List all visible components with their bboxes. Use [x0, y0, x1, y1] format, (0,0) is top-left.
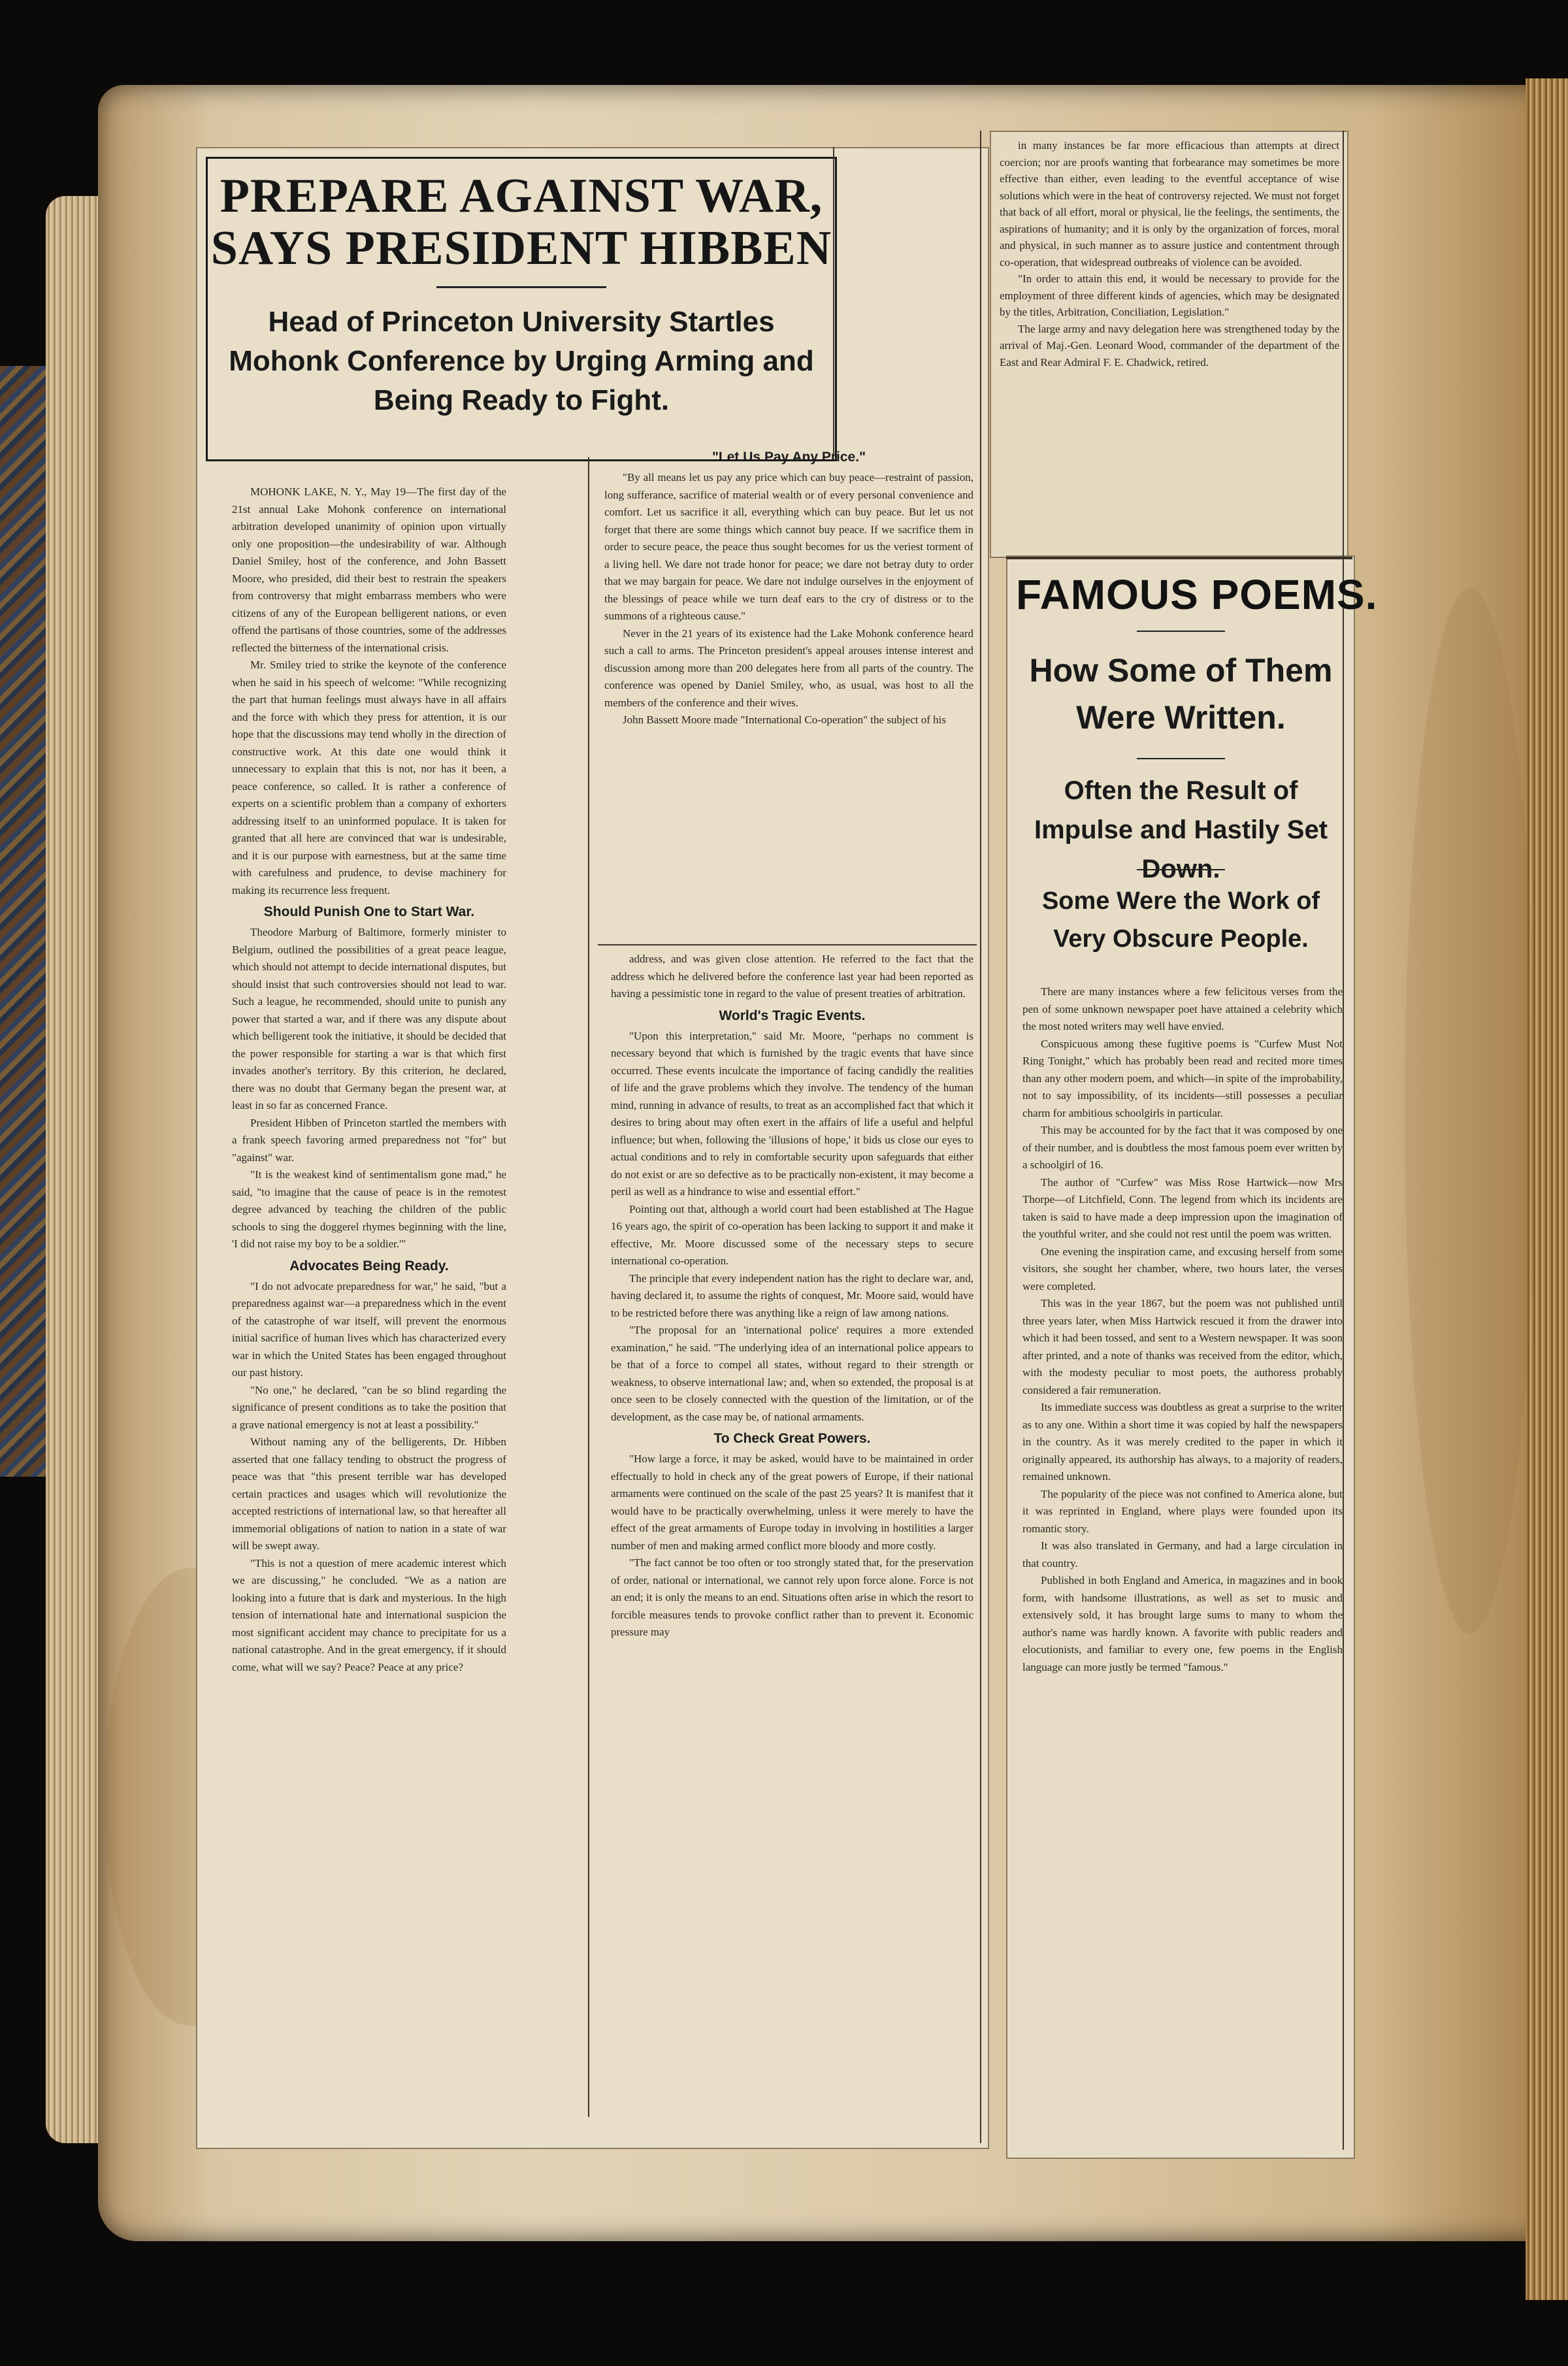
article-column-4	[1000, 137, 1339, 552]
article-paragraph: address, and was given close attention. He referred to the fact that the address which he delivered before the conference last year had been reported as having a pessimistic tone in regard to the value of present treaties of arbitration.	[611, 953, 973, 1000]
column-rule	[1343, 131, 1344, 2150]
article-paragraph: "This is not a question of mere academic interest which we are discussing," he concluded. "We as a nation are looking into a future that is dark and mysterious. In the high tension of international hate and international suspicion the most significant accident may chance to precipitate for us a national catastrophe. And in the great emergency, if it should come, what will we say? Peace? Peace at any price?	[232, 1556, 506, 1673]
subheading: World's Tragic Events.	[719, 1008, 866, 1023]
article-paragraph: "It is the weakest kind of sentimentalism gone mad," he said, "to imagine that the cause of peace is in the remotest degree advanced by teaching the children of the public schools to sing the doggerel rhymes beginning with the line, 'I did not raise my boy to be a soldier.'"	[232, 1168, 506, 1250]
article-paragraph: MOHONK LAKE, N. Y., May 19—The first day of the 21st annual Lake Mohonk conference on international arbitration developed unanimity of opinion upon virtually only one proposition—the undesirability of war. Although Daniel Smiley, host of the conference, and John Bassett Moore, who presided, did their best to restrain the speakers from controversy that might embarrass members who were citizens of any of the European belligerent nations, or even offend the partisans of those countries, some of the addresses reflected the bitterness of the international crisis.	[232, 485, 506, 654]
headline-box	[206, 157, 837, 461]
article-paragraph: "I do not advocate preparedness for war," he said, "but a preparedness against war—a preparedness which in the event of the catastrophe of war itself, will prevent the enormous initial sacrifice of human lives which has characterized every war in which the United States has been engaged throughout our past history.	[232, 1279, 506, 1379]
header-rule	[1137, 758, 1225, 759]
column-rule	[833, 147, 834, 454]
article-paragraph: President Hibben of Princeton startled the members with a frank speech favoring armed preparedness not "for" but "against" war.	[232, 1116, 506, 1164]
section-rule	[598, 944, 977, 945]
article-paragraph: "The proposal for an 'international police' requires a more extended examination," he said. "The underlying idea of an international police appears to be that of a force to compel all states, without regard to their strength or weakness, to observe international law; and, when so extended, the proposal is at once seen to be closely connected with the question of the limitation, or of the development, as the case may be, of national armaments.	[611, 1324, 973, 1423]
article-paragraph: The popularity of the piece was not confined to America alone, but it was reprinted in England, where plays were founded upon its romantic story.	[1022, 1487, 1343, 1535]
article-paragraph: It was also translated in Germany, and had a large circulation in that country.	[1022, 1539, 1343, 1569]
article-column-1	[232, 484, 506, 2117]
famous-poems-subtitle-2: Often the Result of Impulse and Hastily Set Down.	[1034, 776, 1328, 883]
article-paragraph: John Bassett Moore made "International Co-operation" the subject of his	[623, 714, 946, 726]
article-paragraph: "The fact cannot be too often or too strongly stated that, for the preservation of order, national or international, we cannot rely upon force alone. Force is not an end; it is only the means to an end. Situations often arise in which the resort to forcible measures tends to provoke conflict rather than to prevent it. Economic pressure may	[611, 1556, 973, 1638]
article-paragraph: Its immediate success was doubtless as great a surprise to the writer as to any one. Within a short time it was copied by half the newspapers in the country. As it was merely credited to the paper in which it originally appeared, its authorship has always, to a majority of readers, remained unknown.	[1022, 1401, 1343, 1483]
article-paragraph: in many instances be far more efficacious than attempts at direct coercion; nor are proofs wanting that forbearance may sometimes be more effective than either, even leading to the eventful acceptance of wise solutions which were in the heat of controversy rejected. We must not forget that back of all effort, moral or physical, lie the feelings, the sentiments, the aspirations of humanity; and it is only by the organization of forces, moral and physical, in such manner as to assure justice and contentment through co-operation, that widespread outbreaks of violence can be avoided.	[1000, 139, 1339, 269]
article-paragraph: There are many instances where a few felicitous verses from the pen of some unknown newspaper poet have attained a celebrity which the most noted writers may well have envied.	[1022, 985, 1343, 1032]
article-paragraph: One evening the inspiration came, and excusing herself from some visitors, she sought her chamber, where, two hours later, the verses were completed.	[1022, 1245, 1343, 1292]
subheading: Should Punish One to Start War.	[263, 904, 475, 919]
article-paragraph: "Upon this interpretation," said Mr. Moore, "perhaps no comment is necessary beyond that which is furnished by the tragic events that have since occurred. These events inculcate the importance of facing candidly the realities of life and the grave problems which they involve. The tendency of the human mind, running in advance of results, to treat as an accomplished fact that which it desires to bring about may often exert in the affairs of life a useful and helpful influence; but when, following the 'illusions of hope,' it bids us close our eyes to actual conditions and to rely in comfortable security upon safeguards that either do not exist or are so defective as to be practically non-existent, it may become a peril as well as a hindrance to wise and essential effort."	[611, 1029, 973, 1198]
article-paragraph: Published in both England and America, in magazines and in book form, with handsome illustrations, as well as set to music and extensively sold, it has brought large sums to many to whom the author's name was hardly known. A favorite with public readers and elocutionists, and familiar to every one, few poems in the English language can more justly be termed "famous."	[1022, 1574, 1343, 1673]
famous-poems-subtitle-1: How Some of Them Were Written.	[1029, 652, 1333, 736]
famous-poems-title: FAMOUS POEMS.	[1016, 571, 1378, 618]
headline-line-1: PREPARE AGAINST WAR,	[220, 169, 823, 223]
article-paragraph: The author of "Curfew" was Miss Rose Hartwick—now Mrs Thorpe—of Litchfield, Conn. The legend from which its incidents are taken is said to have made a deep impression upon the imagination of the youthful writer, and she could not rest until the poem was written.	[1022, 1175, 1343, 1240]
subheading: To Check Great Powers.	[713, 1431, 871, 1446]
article-paragraph: "How large a force, it may be asked, would have to be maintained in order effectually to hold in check any of the great powers of Europe, if their national armaments were continued on the scale of the past 25 years? It is manifest that it would have to be practically overwhelming, unless it were merely to have the effect of the great armaments of Europe today in involving in hostilities a larger number of men and making armed conflict more bloody and more costly.	[611, 1453, 973, 1552]
famous-poems-column	[1022, 983, 1343, 2143]
article-paragraph: Conspicuous among these fugitive poems is "Curfew Must Not Ring Tonight," which has probably been read and recited more times than any other modern poem, and which—in spite of the improbability, not to say impossibility, of its incidents—still possesses a peculiar charm for ambitious schoolgirls in particular.	[1022, 1037, 1343, 1119]
article-paragraph: "By all means let us pay any price which can buy peace—restraint of passion, long sufferance, sacrifice of material wealth or of every personal convenience and comfort. Let us sacrifice it all, everything which can buy peace. But let us not forget that there are some things which cannot buy peace. If we sacrifice them in order to secure peace, the peace thus sought becomes for us the veriest torment of a living hell. We dare not trade honor for peace; we dare not betray duty to order that we may bargain for peace. We dare not indulge ourselves in the enjoyment of the blessings of peace while we turn deaf ears to the cry of distress or to the summons of a righteous cause."	[604, 471, 973, 622]
article-paragraph: "In order to attain this end, it would be necessary to provide for the employment of three different kinds of agencies, which may be designated by the titles, Arbitration, Conciliation, Legislation."	[1000, 272, 1339, 318]
article-paragraph: Theodore Marburg of Baltimore, formerly minister to Belgium, outlined the possibilities of a great peace league, which should not attempt to decide international disputes, but should insist that such controversies should not lead to war. Such a league, he recommended, should unite to punish any power that started a war, and if there was any dispute about which belligerent took the initiative, it should be decided that the power responsible for starting a war is that which first invades another's territory. By this criterion, he declared, there was no doubt that Germany began the present war, at least in so far as concerned France.	[232, 926, 506, 1111]
article-paragraph: Mr. Smiley tried to strike the keynote of the conference when he said in his speech of welcome: "While recognizing the part that human feelings must always have in all affairs and the force with which they press for attention, it is our hope that the discussions may tend wholly in the direction of constructive work. At this date one would think it unnecessary to explain that this is not, nor has it been, a peace conference, so called. It is rather a conference of experts on a scientific problem than a company of exhorters addressing itself to an uninformed populace. It is taken for granted that all here are convinced that war is undesirable, and it is our purpose with earnestness, but at the same time with carefulness and prudence, to devise machinery for making its recurrence less frequent.	[232, 659, 506, 896]
headline-deck: Head of Princeton University Startles Mohonk Conference by Urging Arming and Being Ready to Fight.	[229, 306, 814, 416]
article-paragraph: The principle that every independent nation has the right to declare war, and, having declared it, to assume the rights of conquest, Mr. Moore said, would have to be restricted before there was anything like a reign of law among nations.	[611, 1272, 973, 1319]
headline-rule	[436, 286, 606, 288]
subheading: Advocates Being Ready.	[289, 1258, 449, 1273]
header-rule	[1137, 631, 1225, 632]
article-column-2	[604, 444, 973, 941]
article-paragraph: Without naming any of the belligerents, Dr. Hibben asserted that one fallacy tending to obstruct the progress of peace was that "this present terrible war has developed certain practices and usages which will revolutionize the accepted restrictions of international law, so that hereafter all immemorial obligations of nation to nation in a state of war will be swept away.	[232, 1436, 506, 1552]
article-paragraph: "No one," he declared, "can be so blind regarding the significance of present conditions as to take the position that a grave national emergency is not at least a possibility."	[232, 1383, 506, 1431]
article-paragraph: Pointing out that, although a world court had been established at The Hague 16 years ago, the spirit of co-operation has been lacking to support it and make it effective, Mr. Moore discussed some of the necessary steps to secure international co-operation.	[611, 1202, 973, 1267]
article-paragraph: Never in the 21 years of its existence had the Lake Mohonk conference heard such a call to arms. The Princeton president's appeal arouses intense interest and discussion among more than 200 delegates here from all parts of the country. The conference was opened by Daniel Smiley, who, as usual, was host to all the members of the conference and their wives.	[604, 627, 973, 709]
header-rule	[1137, 869, 1225, 870]
subheading: "Let Us Pay Any Price."	[711, 450, 866, 465]
famous-poems-subtitle-3: Some Were the Work of Very Obscure People.	[1041, 887, 1320, 953]
page-stain	[1405, 588, 1535, 1634]
article-paragraph: This may be accounted for by the fact that it was composed by one of their number, and is doubtless the most famous poem ever written by a schoolgirl of 16.	[1022, 1124, 1343, 1171]
column-rule	[980, 131, 981, 2143]
headline-line-2: SAYS PRESIDENT HIBBEN	[210, 222, 832, 275]
article-paragraph: The large army and navy delegation here was strengthened today by the arrival of Maj.-Gen. Leonard Wood, commander of the department of the East and Rear Admiral F. E. Chadwick, retired.	[1000, 322, 1339, 369]
section-rule	[1006, 557, 1352, 559]
article-paragraph: This was in the year 1867, but the poem was not published until three years later, when Miss Hartwick rescued it from the drawer into which it had been tossed, and sent to a Western newspaper. It was soon after printed, and a note of thanks was received from the editor, which, with the modesty peculiar to most poets, the authoress probably considered a fair remuneration.	[1022, 1297, 1343, 1396]
famous-poems-header	[1016, 562, 1378, 980]
article-column-3	[611, 951, 973, 2107]
column-rule	[588, 457, 589, 2117]
